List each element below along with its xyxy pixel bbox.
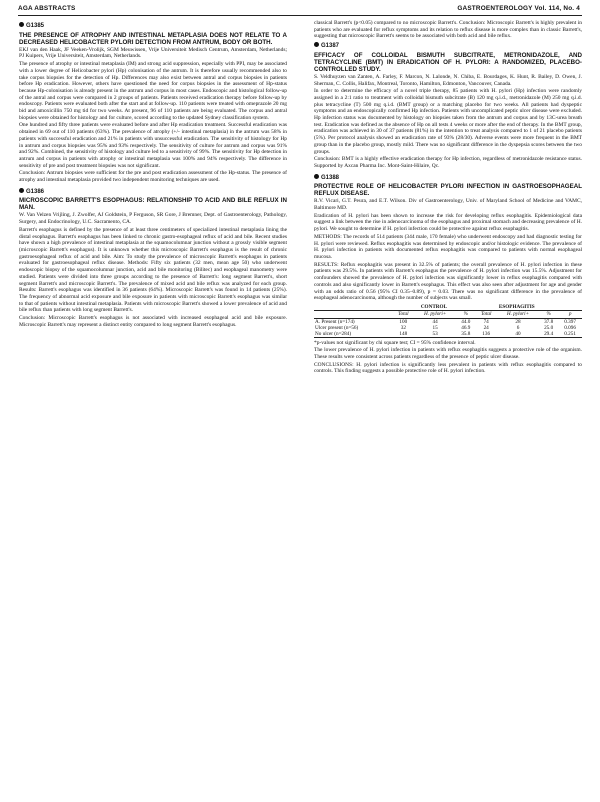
table-cell: 46.9 xyxy=(461,324,471,331)
column-header: Total xyxy=(475,311,497,318)
table-row xyxy=(314,331,582,338)
table-cell: 25.0 xyxy=(544,324,554,331)
table-group-row xyxy=(314,304,582,311)
abstract-conclusion: Conclusion: Microscopic Barrett's esophagus is not associated with increased esophageal acid and bile exposure. Microscopic Barrett's may represent a distinct entity compared to long segment Barrett's esophagus. xyxy=(19,315,287,328)
table-cell: 74 xyxy=(483,318,489,325)
bullet-icon xyxy=(19,188,24,193)
abstract-title: PROTECTIVE ROLE OF HELICOBACTER PYLORI INFECTION IN GASTROESOPHAGEAL REFLUX DISEASE. xyxy=(314,183,582,198)
table-cell: 0.096 xyxy=(564,324,576,331)
table-cell: 28 xyxy=(515,318,521,325)
abstract-authors: S. Veldhuyzen van Zanten, A. Farley, F. Marcon, N. Lalonde, N. Chiba, E. Bourdages, K. Hunt, R. Bailey, D. Owen, J. Sherman, C. Collis, Halifax, Montreal, Toronto, Hamilton, Edmonton, Vancouver, Canada. xyxy=(314,73,582,87)
abstract-title: THE PRESENCE OF ATROPHY AND INTESTINAL METAPLASIA DOES NOT RELATE TO A DECREASED HELICOBACTER PYLORI DETECTION FROM ANTRUM, BODY OR BOTH. xyxy=(19,31,287,46)
table-cell: 35.8 xyxy=(456,331,475,338)
column-header xyxy=(314,311,393,318)
table-cell: 15 xyxy=(432,324,438,331)
table-cell: 0.251 xyxy=(558,331,582,338)
header-left: AGA ABSTRACTS xyxy=(18,5,76,12)
group-header-esophagitis: ESOPHAGITIS xyxy=(475,304,558,311)
table-cell: 148 xyxy=(393,331,415,338)
running-header xyxy=(18,5,580,15)
table-cell: 40 xyxy=(497,331,539,338)
abstract-g1388 xyxy=(314,174,582,375)
abstract-authors: W. Van Velzen Vrijling, J. Zwolfer, AJ Goldstein, P Ferguson, SR Gore, J Bremner, Dept. of Gastroenterology, Pathology, Surgery, and Endocrinology, U.C. Sacramento, CA. xyxy=(19,212,287,226)
group-header-control: CONTROL xyxy=(393,304,476,311)
results-table xyxy=(314,304,582,338)
right-column xyxy=(314,20,582,379)
table-row xyxy=(314,318,582,325)
table-cell: 136 xyxy=(475,331,497,338)
column-header: p xyxy=(558,311,582,318)
table-cell: No ulcer (n=284) xyxy=(314,331,393,338)
table-cell: 0.397 xyxy=(564,318,576,325)
column-header: H. pylori+ xyxy=(497,311,539,318)
table-footnote: *p-values not significant by chi square test; CI = 95% confidence interval. xyxy=(314,340,476,347)
abstract-g1386 xyxy=(19,188,287,329)
abstract-id: G1387 xyxy=(314,42,582,50)
table-cell: A. Present (n=174) xyxy=(315,318,355,325)
table-cell: 24 xyxy=(483,324,489,331)
abstract-g1385 xyxy=(19,22,287,184)
bullet-icon xyxy=(314,174,319,179)
header-rule xyxy=(18,15,582,16)
abstract-authors: EKJ van den Haak, JF Veeken-Vrolijk, SGM Meuwissen, Vrije Universiteit Medisch Centrum, Amsterdam, Netherlands; PJ Kuipers, Vrije Universiteit, Amsterdam, Netherlands. xyxy=(19,46,287,60)
abstract-authors: R.V. Vicari, G.T. Peura, and E.T. Wilson. Div of Gastroenterology, Univ. of Maryland School of Medicine and VAMC, Baltimore MD. xyxy=(314,198,582,212)
abstract-paragraph: Barrett's esophagus is defined by the presence of at least three centimeters of specialized intestinal metaplasia lining the distal esophagus. Barrett's esophagus has been linked to chronic gastro-esophageal reflux of acid and bile. Recent studies have shown a high prevalence of intestinal metaplasia at the squamocolumnar junction without a grossly visible segment (microscopic Barrett's esophagus). It is unknown whether this microscopic Barrett's esophagus is the result of chronic gastroesophageal reflux of acid and bile. Aim: To study the prevalence of microscopic Barrett's esophagus in patients evaluated for gastroesophageal reflux disease. Methods: Fifty six patients (32 men, mean age 50) who underwent endoscopic biopsy of the squamocolumnar junction, acid and bile monitoring (Bilitec) and esophageal manometry were studied. Patients were divided into three groups according to the presence of Barrett's: long segment Barrett's, short segment Barrett's and microscopic Barrett's. The prevalence of mixed acid and bile reflux was analyzed for each group. Results: Barrett's esophagus was identified in 36 patients (64%). Microscopic Barrett's was found in 14 patients (25%). The frequency of abnormal acid exposure and bile exposure in patients with microscopic Barrett's esophagus was similar to that of patients without intestinal metaplasia. Patients with microscopic Barrett's showed a lower prevalence of acid and bile reflux than patients with long segment Barrett's. xyxy=(19,226,287,314)
table-cell: 29.4 xyxy=(539,331,558,338)
column-header: % xyxy=(539,311,558,318)
abstract-id: G1386 xyxy=(19,188,287,196)
abstract-conclusion: CONCLUSIONS: H. pylori infection is significantly less prevalent in patients with reflux esophagitis compared to controls. This finding suggests a possible protective role of H. pylori infection. xyxy=(314,361,582,375)
table-cell: Ulcer present (n=56) xyxy=(315,324,359,331)
column-header: H. pylori+ xyxy=(414,311,456,318)
column-header: Total xyxy=(393,311,415,318)
table-cell: 53 xyxy=(414,331,456,338)
table-cell: 100 xyxy=(399,318,408,325)
table-cell: 44 xyxy=(432,318,438,325)
header-right: GASTROENTEROLOGY Vol. 114, No. 4 xyxy=(457,5,580,12)
bullet-icon xyxy=(314,42,319,47)
table-cell: 44.0 xyxy=(461,318,471,325)
abstract-paragraph: Eradication of H. pylori has been shown to increase the risk for developing reflux esophagitis. Epidemiological data suggest a link between the rise in adenocarcinoma of the esophagus and proximal stomach and decreasing prevalence of H. pylori. We sought to determine if H. pylori infection could be protective against reflux esophagitis. xyxy=(314,212,583,233)
abstract-g1387 xyxy=(314,42,582,170)
table-cell: 6 xyxy=(516,324,520,331)
column-header: % xyxy=(456,311,475,318)
table-header-row xyxy=(314,311,582,318)
table-cell: 32 xyxy=(400,324,406,331)
table-cell: 37.8 xyxy=(544,318,554,325)
left-column xyxy=(19,20,287,332)
abstract-paragraph: The lower prevalence of H. pylori infection in patients with reflux esophagitis suggests a protective role of the organism. These results were consistent across patients regardless of the presence of peptic ulcer disease. xyxy=(314,347,582,360)
abstract-paragraph: One hundred and fifty three patients were evaluated before and after Hp eradication treatment. Successful eradication was obtained in 69 out of 110 patients (63%). The prevalence of atrophy (+/- intestinal metaplasia) in the antrum was 58% in patients with successful eradication and 21% in patients with unsuccessful eradication. The sensitivity of histology for Hp in antrum and corpus biopsies was 95% and 93% respectively. The sensitivity of culture for antrum and corpus was 91% and 92%. Combined, the sensitivity of histology and culture led to a sensitivity of 99%. The sensitivity for Hp detection in antrum and corpus in patients with atrophy or intestinal metaplasia was 100% and 94% respectively. The difference in sensitivity of pre and post treatment biopsies was not significant. xyxy=(19,122,287,169)
abstract-methods: METHODS: The records of 514 patients (344 male, 170 female) who underwent endoscopy and had diagnostic testing for H. pylori were reviewed. Reflux esophagitis was determined by endoscopic and/or histologic evidence. The prevalence of H. pylori infection in patients with documented reflux esophagitis was compared to patients with normal esophageal mucosa. xyxy=(314,233,582,260)
bullet-icon xyxy=(19,22,24,27)
abstract-paragraph: The presence of atrophy or intestinal metaplasia (IM) and strong acid suppression, especially with PPI, may be associated with a lower degree of Helicobacter pylori (Hp) colonisation of the antrum. It is therefore usually recommended also to take corpus biopsies for the detection of Hp. Differences may also exist between antral and corpus biopsies in patients before Hp eradication. However, others have questioned the need for corpus biopsies in the assessment of Hp-status because Hp-colonisation is already present in the antrum and corpus in most cases. Endoscopic and histological follow-up of the antral and corpus were compared in 2 groups of patients. Patients received eradication therapy before follow-up by endoscopy. Patients were evaluated both after the start and at follow-up. 110 patients were treated with omeprazole 20 mg bid and amoxicillin 750 mg tid for two weeks. At present, 96 of 110 patients are being evaluated. The corpus and antral biopsies were obtained for histology and for culture, scored according to the updated Sydney classification system. xyxy=(19,61,287,121)
continued-paragraph: classical Barrett's (p<0.05) compared to no microscopic Barrett's. Conclusion: Microscopic Barrett's is highly prevalent in patients who are evaluated for reflux symptoms and its relation to reflux disease is more complex than in classic Barrett's, suggesting that microscopic Barrett's seems to be associated with both acid and bile reflux. xyxy=(314,20,582,40)
abstract-paragraph: In order to determine the efficacy of a novel triple therapy, 85 patients with H. pylori (Hp) infection were randomly assigned in a 2:1 ratio to treatment with colloidal bismuth subcitrate (B) 120 mg q.i.d., metronidazole (M) 250 mg q.i.d. plus tetracycline (T) 500 mg q.i.d. (BMT group) or a matching placebo for two weeks. All patients had dyspeptic symptoms and an endoscopically confirmed Hp infection. Patients with uncomplicated peptic ulcer disease were excluded. Hp infection status was documented by histology on biopsies taken from the antrum and corpus and by 13C-urea breath test. Eradication was defined as the absence of Hp on all tests 4 weeks or more after the end of therapy. In the BMT group, eradication was achieved in 30 of 37 patients (81%) in the intention to treat analysis compared to 1 of 21 placebo patients (5%). Per protocol analysis showed an eradication rate of 93% (28/30). Adverse events were more frequent in the BMT group than in the placebo group, mostly mild. There was no significant difference in the dyspepsia scores between the two groups. xyxy=(314,88,582,155)
abstract-id: G1385 xyxy=(19,22,287,30)
abstract-results: RESULTS: Reflux esophagitis was present in 32.5% of patients; the overall prevalence of H. pylori infection in these patients was 29.5%. In patients with Barrett's esophagus the prevalence of H. pylori infection was 15.5%. Adjustment for confounders showed the prevalence of H. pylori infection was significantly lower in reflux esophagitis compared with controls and also significantly lower in Barrett's esophagus. This effect was also seen after adjustment for age and gender with an odds ratio of 0.56 (95% CI 0.35–0.89), p = 0.03. There was no significant difference in the prevalence of esophageal adenocarcinoma, although the number of subjects was small. xyxy=(314,261,582,302)
abstract-conclusion: Conclusion: BMT is a highly effective eradication therapy for Hp infection, regardless of metronidazole resistance status. Supported by Axcan Pharma Inc. Mont-Saint-Hilaire, Qc. xyxy=(314,156,582,169)
abstract-id: G1388 xyxy=(314,174,582,182)
abstract-title: MICROSCOPIC BARRETT'S ESOPHAGUS: RELATIONSHIP TO ACID AND BILE REFLUX IN MAN. xyxy=(19,197,287,212)
abstract-conclusion: Conclusion: Antrum biopsies were sufficient for the pre and post eradication assessment of the Hp-status. The presence of atrophy and intestinal metaplasia provided two independent monitoring techniques are used. xyxy=(19,170,287,184)
abstract-title: EFFICACY OF COLLOIDAL BISMUTH SUBCITRATE, METRONIDAZOLE, AND TETRACYCLINE (BMT) IN ERADICATION OF H. PYLORI: A RANDOMIZED, PLACEBO-CONTROLLED STUDY. xyxy=(314,51,582,73)
